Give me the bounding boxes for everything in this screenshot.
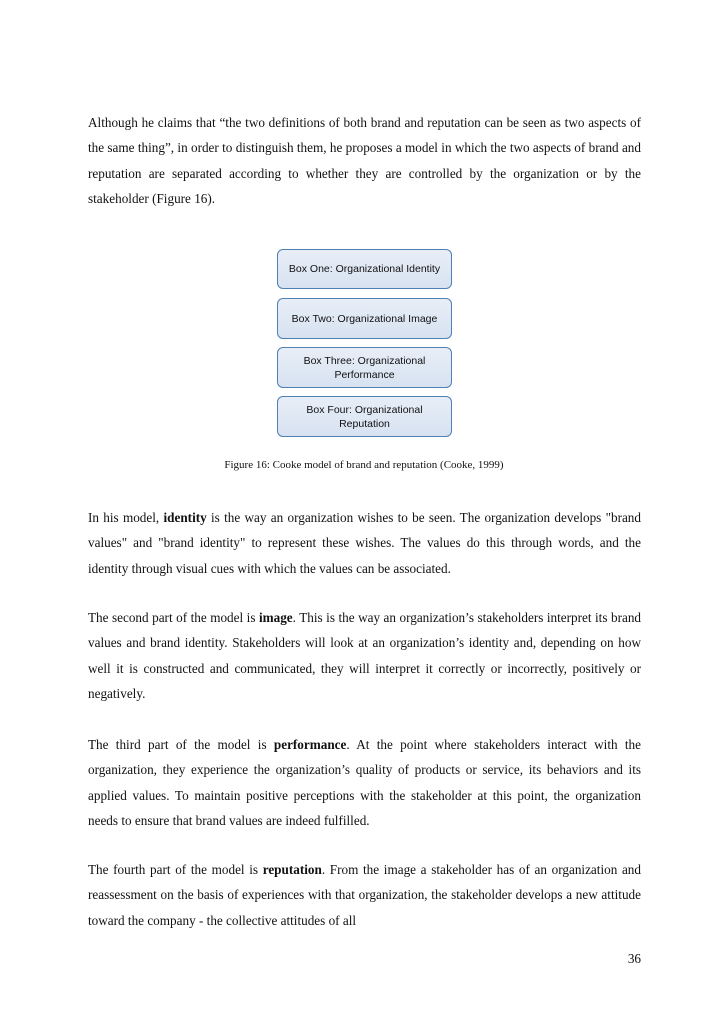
reputation-term: reputation bbox=[262, 862, 322, 877]
box-organizational-image: Box Two: Organizational Image bbox=[277, 298, 452, 339]
reputation-text-after: . From the image a stakeholder has of an organization and reassessment on the basis of experiences with that organization, the stakeholder develops a new attitude toward the company - the collective attitudes of all bbox=[88, 862, 641, 928]
performance-text-before: The third part of the model is bbox=[88, 737, 274, 752]
identity-paragraph bbox=[88, 505, 641, 581]
image-paragraph bbox=[88, 605, 641, 707]
box-organizational-identity: Box One: Organizational Identity bbox=[277, 249, 452, 289]
page-number: 36 bbox=[627, 951, 641, 966]
performance-text-after: . At the point where stakeholders interact with the organization, they experience the organization’s quality of products or service, its behaviors and its applied values. To maintain positive perceptions with the stakeholder at this point, the organization needs to ensure that brand values are indeed fulfilled. bbox=[88, 737, 641, 829]
identity-text-before: In his model, bbox=[88, 510, 164, 525]
figure-caption: Figure 16: Cooke model of brand and reputation (Cooke, 1999) bbox=[224, 459, 504, 471]
box-organizational-performance: Box Three: Organizational Performance bbox=[277, 347, 452, 388]
intro-paragraph: Although he claims that “the two definitions of both brand and reputation can be seen as two aspects of the same thing”, in order to distinguish them, he proposes a model in which the two aspects of brand and reputation are separated according to whether they are controlled by the organization or by the stakeholder (Figure 16). bbox=[88, 115, 641, 207]
image-text-after: . This is the way an organization’s stakeholders interpret its brand values and brand identity. Stakeholders will look at an organization’s identity and, depending on how well it is constructed and communicated, they will interpret it correctly or incorrectly, positively or negatively. bbox=[88, 610, 642, 702]
identity-text-after: is the way an organization wishes to be seen. The organization develops "brand values" and "brand identity" to represent these wishes. The values do this through words, and the identity through visual cues with which the values can be associated. bbox=[88, 510, 641, 576]
reputation-text-before: The fourth part of the model is bbox=[88, 862, 263, 877]
image-text-before: The second part of the model is bbox=[88, 610, 259, 625]
image-term: image bbox=[258, 610, 293, 625]
identity-term: identity bbox=[163, 510, 207, 525]
performance-term: performance bbox=[273, 737, 347, 752]
reputation-paragraph bbox=[88, 857, 641, 933]
performance-paragraph bbox=[88, 732, 641, 834]
box-organizational-reputation: Box Four: Organizational Reputation bbox=[277, 396, 452, 437]
